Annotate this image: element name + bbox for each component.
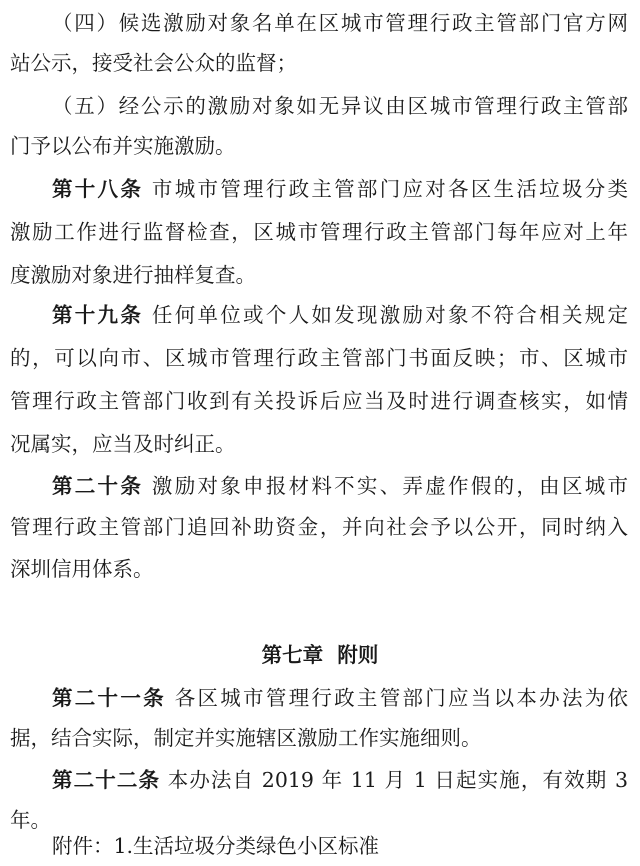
- article-20-line-1: [52, 466, 628, 506]
- article-18-line-2: [10, 212, 628, 252]
- item-4-text-cont: 站公示，接受社会公众的监督；: [10, 51, 297, 75]
- article-19-line-4: [10, 424, 640, 464]
- article-20-text-2: 管理行政主管部门追回补助资金，并向社会予以公开，同时纳入: [10, 515, 628, 539]
- article-18-label: 第十八条: [52, 177, 144, 201]
- article-18-text: 市城市管理行政主管部门应对各区生活垃圾分类: [151, 177, 628, 201]
- article-19-text: 任何单位或个人如发现激励对象不符合相关规定: [151, 303, 628, 327]
- article-19-line-1: [52, 295, 628, 335]
- article-19-line-2: [10, 338, 628, 378]
- article-21-line-2: [10, 718, 640, 758]
- article-19-text-3: 管理行政主管部门收到有关投诉后应当及时进行调查核实，如情: [10, 389, 628, 413]
- article-18-text-cont: 激励工作进行监督检查，区城市管理行政主管部门每年应对上年: [10, 220, 628, 244]
- attachment-text: 附件：1.生活垃圾分类绿色小区标准: [52, 834, 380, 858]
- article-22-text-2: 年。: [10, 808, 51, 832]
- article-21-text: 各区城市管理行政主管部门应当以本办法为依: [174, 686, 628, 710]
- item-4-text: （四）候选激励对象名单在区城市管理行政主管部门官方网: [52, 11, 628, 35]
- article-22-label: 第二十二条: [52, 768, 161, 792]
- item-5-line-1: [52, 86, 628, 126]
- article-20-line-3: [10, 549, 640, 589]
- article-20-line-2: [10, 507, 628, 547]
- item-4-line-2: [10, 43, 640, 83]
- item-5-text: （五）经公示的激励对象如无异议由区城市管理行政主管部: [52, 94, 628, 118]
- article-20-text: 激励对象申报材料不实、弄虚作假的，由区城市: [151, 474, 628, 498]
- article-21-text-2: 据，结合实际，制定并实施辖区激励工作实施细则。: [10, 726, 482, 750]
- article-20-text-3: 深圳信用体系。: [10, 557, 154, 581]
- article-19-line-3: [10, 381, 628, 421]
- article-21-label: 第二十一条: [52, 686, 166, 710]
- chapter-7-heading: [0, 635, 640, 675]
- item-4-line-1: [52, 3, 628, 43]
- article-18-line-3: [10, 255, 640, 295]
- article-20-label: 第二十条: [52, 474, 144, 498]
- article-19-text-2: 的，可以向市、区城市管理行政主管部门书面反映；市、区城市: [10, 346, 628, 370]
- chapter-7-title: 第七章 附则: [261, 643, 379, 667]
- article-22-line-1: [52, 760, 628, 800]
- article-19-label: 第十九条: [52, 303, 144, 327]
- item-5-line-2: [10, 126, 640, 166]
- attachment-line: [52, 826, 379, 866]
- article-22-text: 本办法自 2019 年 11 月 1 日起实施，有效期 3: [167, 768, 628, 792]
- article-19-text-4: 况属实，应当及时纠正。: [10, 432, 236, 456]
- article-21-line-1: [52, 678, 628, 718]
- article-18-text-end: 度激励对象进行抽样复查。: [10, 263, 256, 287]
- item-5-text-cont: 门予以公布并实施激励。: [10, 134, 236, 158]
- article-18-line-1: [52, 169, 628, 209]
